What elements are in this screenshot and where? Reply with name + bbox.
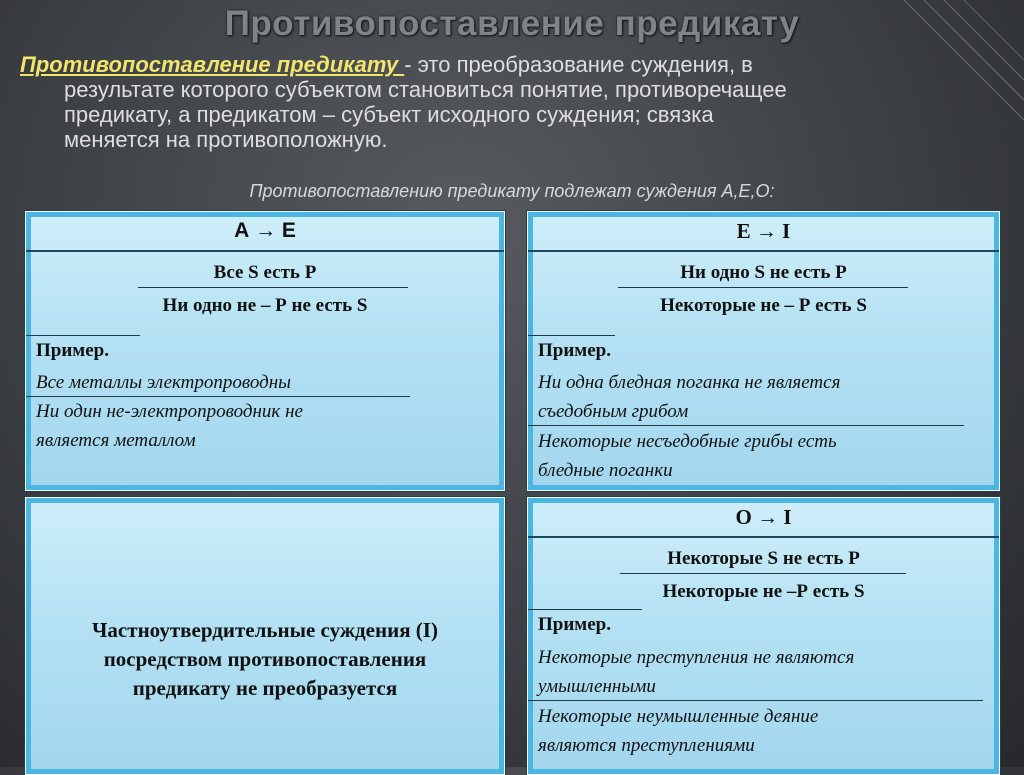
ae-divider (26, 335, 140, 336)
oi-example-label: Пример. (538, 614, 611, 635)
ei-example-label: Пример. (538, 340, 611, 361)
oi-example-1b: умышленными (538, 676, 656, 697)
ei-example-2b: бледные поганки (538, 460, 673, 481)
definition-line-2: результате которого субъектом становиться понятие, противоречащее (64, 77, 787, 102)
ei-premise: Ни одно S не есть Р (680, 262, 847, 283)
i-note-line-2: посредством противопоставления (103, 647, 427, 671)
panel-a-to-e-header: А → Е (26, 212, 504, 252)
ae-example-label: Пример. (36, 340, 109, 361)
definition-term: Противопоставление предикату (20, 52, 405, 77)
panel-o-to-i-header: О → I (528, 498, 999, 538)
i-note-line-3: предикату не преобразуется (132, 676, 398, 700)
ei-conclusion: Некоторые не – Р есть S (660, 295, 867, 316)
panel-a-to-e (25, 211, 505, 491)
panel-e-to-i-header: Е → I (528, 212, 999, 252)
ae-example-1: Все металлы электропроводны (36, 372, 292, 393)
ei-example-2a: Некоторые несъедобные грибы есть (538, 431, 837, 452)
panel-i-note (25, 497, 505, 775)
subtitle: Противопоставлению предикату подлежат суждения А,Е,О: (249, 181, 775, 201)
oi-divider (528, 609, 642, 610)
oi-example-2a: Некоторые неумышленные деяние (538, 706, 819, 727)
ae-example-2b: является металлом (36, 430, 196, 451)
oi-premise: Некоторые S не есть P (667, 548, 860, 569)
ei-example-1b: съедобным грибом (538, 401, 689, 422)
panel-e-to-i (527, 211, 1000, 491)
definition-line-3: предикату, а предикатом – субъект исходного суждения; связка (64, 102, 714, 127)
oi-conclusion: Некоторые не –Р есть S (662, 581, 865, 602)
ei-example-1a: Ни одна бледная поганка не является (538, 372, 841, 393)
oi-example-1a: Некоторые преступления не являются (538, 647, 855, 668)
ae-example-2a: Ни один не-электропроводник не (36, 401, 303, 422)
oi-example-2b: являются преступлениями (538, 735, 755, 756)
definition-block (20, 52, 990, 152)
ei-premise-underline (618, 287, 908, 288)
ae-conclusion: Ни одно не – Р не есть S (162, 295, 368, 316)
definition-line-1: - это преобразование суждения, в (404, 52, 753, 77)
ei-divider (528, 335, 615, 336)
ae-premise: Все S есть P (213, 262, 317, 283)
oi-example-divider (528, 700, 983, 701)
i-note-line-1: Частноутвердительные суждения (I) (92, 618, 438, 642)
ae-premise-underline (138, 287, 408, 288)
i-note-text (46, 616, 484, 703)
ei-example-divider (528, 425, 964, 426)
panel-o-to-i (527, 497, 1000, 775)
definition-line-4: меняется на противоположную. (64, 127, 388, 152)
oi-premise-underline (620, 573, 906, 574)
slide-title: Противопоставление предикату (224, 4, 800, 43)
